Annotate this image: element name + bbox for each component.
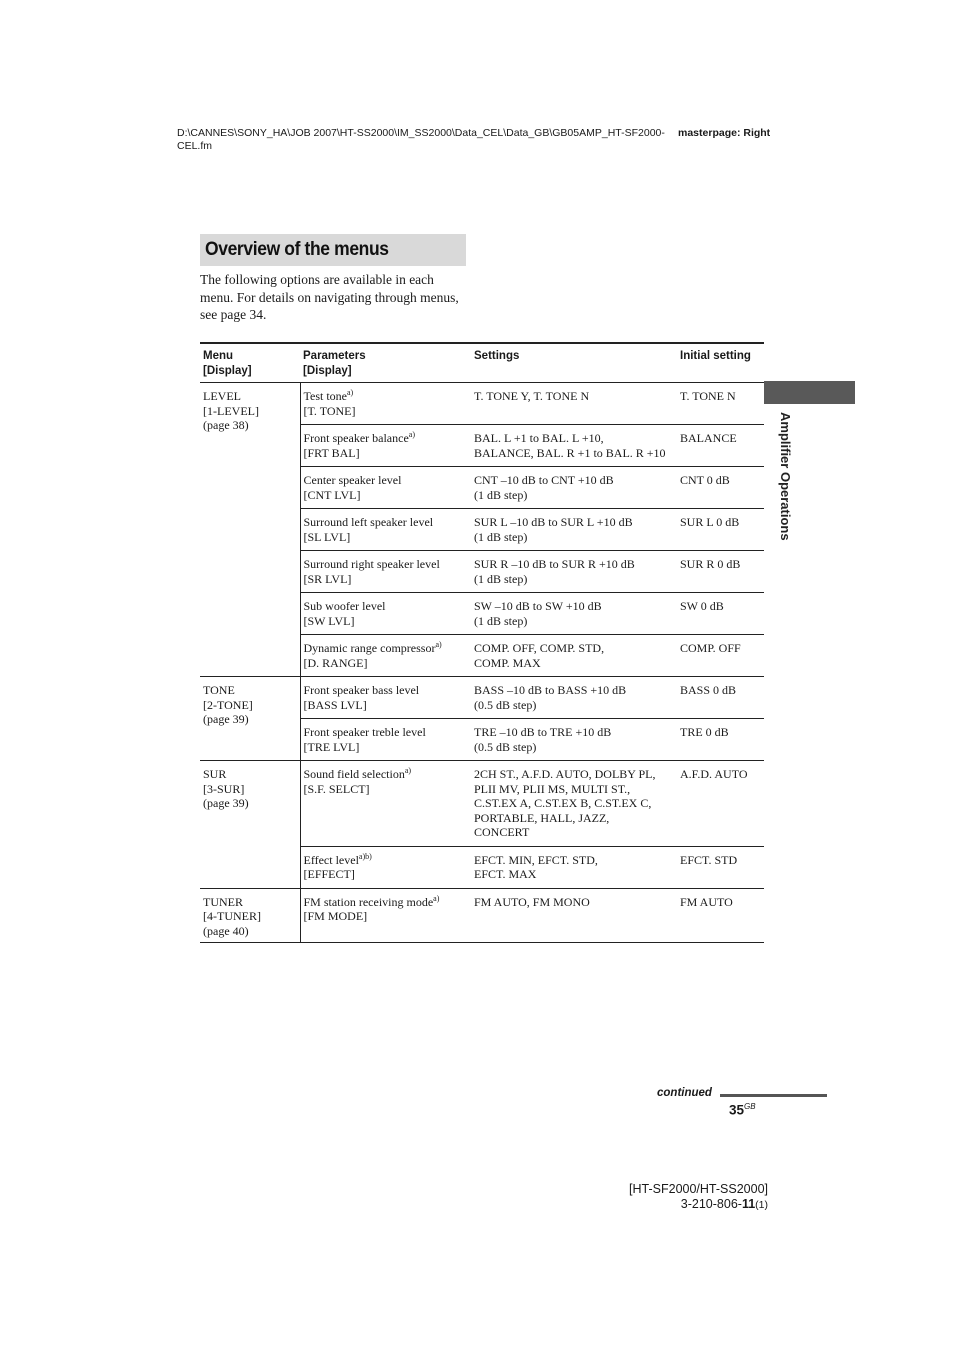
table-body [200, 383, 764, 943]
header-file-path: D:\CANNES\SONY_HA\JOB 2007\HT-SS2000\IM_SS2000\Data_CEL\Data_GB\GB05AMP_HT-SF2000-CEL.fm [177, 127, 665, 152]
parameter-name: Surround right speaker level [303, 557, 440, 571]
menu-line: (page 40) [203, 923, 249, 938]
parameter-cell [300, 593, 471, 635]
parameter-display: [TRE LVL] [303, 739, 360, 754]
settings-cell [471, 425, 677, 467]
parameter-cell [300, 677, 471, 719]
settings-line: (0.5 dB step) [474, 739, 537, 754]
parameter-cell [300, 635, 471, 677]
settings-line: EFCT. MIN, EFCT. STD, [474, 852, 598, 867]
document-code: 3-210-806-11(1) [680, 1197, 768, 1211]
settings-line: BASS –10 dB to BASS +10 dB [474, 683, 627, 697]
parameter-name: Sub woofer level [303, 599, 386, 613]
footnote-marker: a) [404, 766, 412, 775]
initial-setting-cell: CNT 0 dB [677, 467, 764, 509]
table-row [200, 677, 764, 719]
intro-paragraph: The following options are available in each menu. For details on navigating through menus, see page 34. [200, 272, 459, 322]
settings-cell [471, 846, 677, 888]
settings-cell [471, 467, 677, 509]
page-number-value: 35 [729, 1102, 745, 1118]
initial-setting-cell: SW 0 dB [677, 593, 764, 635]
settings-line: (0.5 dB step) [474, 697, 537, 712]
initial-setting-cell: BALANCE [677, 425, 764, 467]
settings-line: SUR L –10 dB to SUR L +10 dB [474, 515, 633, 529]
settings-line: (1 dB step) [474, 529, 528, 544]
initial-setting-cell: TRE 0 dB [677, 719, 764, 761]
parameter-cell [300, 761, 471, 847]
footnote-marker: a)b) [358, 851, 372, 861]
settings-line: EFCT. MAX [474, 867, 537, 881]
section-title: Overview of the menus [205, 239, 389, 260]
menu-line: [4-TUNER] [203, 909, 261, 923]
menu-overview-table [200, 342, 764, 943]
menu-line: [3-SUR] [203, 781, 245, 796]
menu-line: TUNER [203, 894, 243, 909]
initial-setting-cell: EFCT. STD [677, 846, 764, 888]
menu-line: (page 39) [203, 796, 249, 810]
continued-label: continued [657, 1087, 712, 1099]
continued-rule [720, 1094, 827, 1097]
initial-setting-cell: A.F.D. AUTO [677, 761, 764, 847]
parameter-display: [SW LVL] [303, 613, 355, 628]
parameter-cell [300, 888, 471, 943]
parameter-display: [SR LVL] [303, 571, 352, 586]
settings-line: SW –10 dB to SW +10 dB [474, 599, 602, 613]
settings-line: (1 dB step) [474, 487, 528, 502]
settings-line: C.ST.EX A, C.ST.EX B, C.ST.EX C, [474, 796, 652, 810]
settings-line: COMP. OFF, COMP. STD, [474, 641, 605, 655]
parameter-name: Front speaker balance [303, 431, 409, 445]
parameter-display: [D. RANGE] [303, 655, 368, 670]
header-menu: Menu [Display] [200, 343, 300, 383]
parameter-name: Center speaker level [303, 473, 402, 487]
settings-line: BALANCE, BAL. R +1 to BAL. R +10 [474, 445, 666, 460]
menu-line: LEVEL [203, 389, 241, 403]
settings-line: PLII MV, PLII MS, MULTI ST., [474, 781, 631, 796]
footnote-marker: a) [435, 640, 442, 649]
settings-line: COMP. MAX [474, 655, 541, 670]
settings-cell [471, 888, 677, 943]
settings-line: 2CH ST., A.F.D. AUTO, DOLBY PL, [474, 767, 656, 781]
settings-cell [471, 677, 677, 719]
settings-line: CONCERT [474, 825, 530, 839]
parameter-name: Front speaker treble level [303, 725, 426, 739]
parameter-name: FM station receiving mode [303, 894, 434, 909]
menu-line: SUR [203, 767, 227, 781]
settings-cell [471, 509, 677, 551]
settings-cell [471, 635, 677, 677]
menu-line: [2-TONE] [203, 697, 253, 712]
parameter-cell [300, 551, 471, 593]
menu-line: [1-LEVEL] [203, 403, 259, 418]
initial-setting-cell: BASS 0 dB [677, 677, 764, 719]
parameter-cell [300, 846, 471, 888]
menu-line: TONE [203, 683, 235, 697]
parameter-cell [300, 509, 471, 551]
parameter-display: [CNT LVL] [303, 487, 361, 502]
table-row [200, 888, 764, 943]
model-code-block [620, 1182, 768, 1213]
parameter-display: [T. TONE] [303, 403, 356, 418]
menu-line: (page 39) [203, 712, 249, 726]
table-header-row [200, 343, 764, 383]
header-settings: Settings [471, 343, 677, 383]
parameter-display: [EFFECT] [303, 867, 355, 881]
parameter-display: [FM MODE] [303, 909, 368, 923]
side-thumb-tab [764, 381, 855, 404]
model-number: [HT-SF2000/HT-SS2000] [629, 1182, 768, 1196]
parameter-name: Front speaker bass level [303, 683, 420, 697]
settings-line: T. TONE Y, T. TONE N [474, 389, 590, 403]
initial-setting-cell: T. TONE N [677, 383, 764, 425]
initial-setting-cell: SUR R 0 dB [677, 551, 764, 593]
page-number [729, 1102, 756, 1118]
footnote-marker: a) [433, 893, 440, 903]
footnote-marker: a) [408, 430, 416, 439]
parameter-cell [300, 425, 471, 467]
settings-line: FM AUTO, FM MONO [474, 894, 590, 909]
menu-cell [200, 677, 300, 761]
settings-line: CNT –10 dB to CNT +10 dB [474, 473, 614, 487]
parameter-display: [FRT BAL] [303, 445, 360, 460]
footnote-marker: a) [346, 388, 354, 397]
settings-line: (1 dB step) [474, 613, 528, 628]
menu-cell [200, 761, 300, 889]
side-section-label: Amplifier Operations [778, 412, 793, 541]
parameter-cell [300, 383, 471, 425]
settings-line: PORTABLE, HALL, JAZZ, [474, 810, 610, 825]
initial-setting-cell: COMP. OFF [677, 635, 764, 677]
menu-line: (page 38) [203, 418, 249, 432]
settings-line: TRE –10 dB to TRE +10 dB [474, 725, 612, 739]
parameter-cell [300, 719, 471, 761]
header-initial-setting: Initial setting [677, 343, 764, 383]
menu-cell [200, 383, 300, 677]
initial-setting-cell: FM AUTO [677, 888, 764, 943]
table-row [200, 383, 764, 425]
parameter-display: [SL LVL] [303, 529, 351, 544]
settings-cell [471, 551, 677, 593]
section-title-box [200, 234, 466, 266]
parameter-name: Dynamic range compressor [303, 641, 436, 655]
header-masterpage: masterpage: Right [678, 127, 771, 139]
settings-line: (1 dB step) [474, 571, 528, 586]
parameter-display: [S.F. SELCT] [303, 781, 370, 796]
parameter-display: [BASS LVL] [303, 697, 367, 712]
table-row [200, 761, 764, 847]
menu-cell [200, 888, 300, 943]
settings-cell [471, 593, 677, 635]
page-number-suffix: GB [744, 1102, 756, 1111]
settings-line: SUR R –10 dB to SUR R +10 dB [474, 557, 635, 571]
parameter-cell [300, 467, 471, 509]
initial-setting-cell: SUR L 0 dB [677, 509, 764, 551]
settings-cell [471, 383, 677, 425]
parameter-name: Sound field selection [303, 767, 405, 781]
settings-cell [471, 761, 677, 847]
header-parameters: Parameters [Display] [300, 343, 471, 383]
parameter-name: Effect level [303, 852, 359, 867]
parameter-name: Surround left speaker level [303, 515, 434, 529]
parameter-name: Test tone [303, 389, 347, 403]
settings-line: BAL. L +1 to BAL. L +10, [474, 431, 604, 445]
settings-cell [471, 719, 677, 761]
